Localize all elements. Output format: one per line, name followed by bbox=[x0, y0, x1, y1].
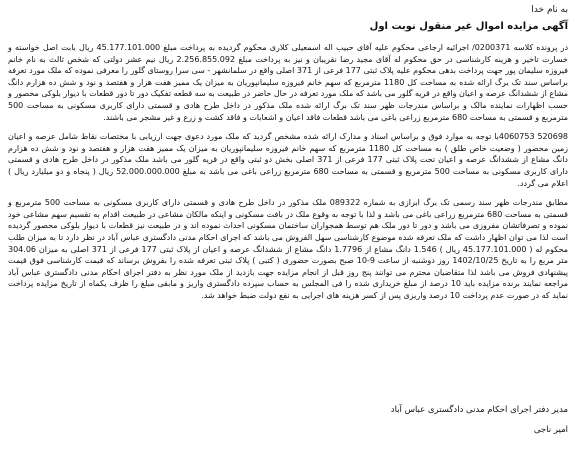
paragraph-auction-terms: مطابق مندرجات ظهر سند رسمی تک برگ ابرازی به شماره 089322 ملک مذکور در داخل طرح هادی و قسمتی دارای کاربری مسکونی به مساحت 500 مترمربع و قسمتی به مساحت 680 مترمربع زراعی باغی می باشد و لذا با توجه به وقوع ملک در بافت مسکونی و اینکه مالکان مشاعی در طبیعت اقدام به تقسیم سهم مشاعی خود نموده و تصرفاتشان مفروزی می باشد و دور تا دور ملک هم توسط همجواران ساختمان مسکونی احداث نموده اند و در طبیعت نیز قطعات با دیوار بلوکی محصور گردیده است لذا می توان اظهار داشت که ملک تعرفه شده موضوع کارشناسی سهل الفروش می باشد که اجرای احکام مدنی دادگستری عباس آباد در نظر دارد تا به میزان طلب محکوم له ( 45.177.101.000 ریال ) 1.546 دانگ مشاع از 1.7796 دانگ مشاع از ششدانگ عرصه و اعیان از پلاک ثبتی 177 فرعی از 371 اصلی به میزان 304.06 متر مربع را به تاریخ 1402/10/25 روز دوشنبه از ساعت 9-10 صبح بصورت حضوری ( کتبی ) پلاک ثبتی تعرفه شده را بفروش برساند که قیمت کارشناسی فوق قیمت پیشنهادی فروش می باشد لذا متقاضیان محترم می توانند پنج روز قبل از انجام مزایده جهت بازدید از ملک مورد نظر به دفتر اجرای احکام مدنی دادگستری عباس آباد مراجعه نمایند برنده مزایده باید 10 درصد از مبلغ خریداری شده را فی المجلس به حساب سپرده دادگستری واریز و مابقی مبلغ را ظرف یکماه از تاریخ مزایده پرداخت نماید که در صورت عدم پرداخت 10 درصد واریزی پس از کسر هزینه های اجرایی به نفع دولت ضبط خواهد شد. bbox=[8, 198, 569, 300]
basmala-heading: به نام خدا bbox=[531, 5, 568, 15]
signature-office: مدیر دفتر اجرای احکام مدنی دادگستری عباس آباد bbox=[390, 405, 568, 415]
notice-title: آگهی مزایده اموال غیر منقول نوبت اول bbox=[369, 21, 568, 32]
signature-name: امیر ناجی bbox=[533, 425, 568, 435]
paragraph-valuation: 520698 4060753با توجه به موارد فوق و براساس اسناد و مدارک ارائه شده مشخص گردید که ملک مورد دعوی جهت ارزیابی با مختصات نقاط شامل عرصه و اعیان زمین محصور ( وضعیت خاص طلق ) به مساحت کل 1180 مترمربع که سهم خانم فیروزه سلیمانپوریان به میزان یک ممیز هفت هزار و هفتصد و نود و شش ده هزارم دانگ مشاع از ششدانگ عرصه و اعیان تحت پلاک ثبتی 177 فرعی از 371 اصلی بخش دو ثبتی واقع در قریه گلور می باشد ملک مذکور در داخل طرح هادی و قسمتی دارای کاربری مسکونی به مساحت 500 مترمربع و قسمتی به مساحت 680 مترمربع زراعی باغی می باشد به مبلغ 52.000.000.000 ریال ( پنجاه و دو میلیارد ریال ) اعلام می گردد. bbox=[8, 132, 569, 188]
paragraph-case-details: در پرونده کلاسه 0200371/ اجرائیه ارجاعی محکوم علیه آقای حبیب اله اسمعیلی کلاری محکوم گردیده به پرداخت مبلغ 45.177.101.000 ریال بابت اصل خواسته و خسارت تاخیر و هزینه کارشناسی در حق محکوم له آقای مجید رضا نقریبان و نیز به پرداخت مبلغ 2.256.855.092 ریال نیم عشر دولتی که شخص ثالث به نام خانم فیروزه سلیمان پور جهت پرداخت بدهی محکوم علیه پلاک ثبتی 177 فرعی از 371 اصلی واقع در سلمانشهر - سی سرا روستای گلور را معرفی نموده که ملک مورد تعرفه براساس سند تک برگ ارائه شده به مساحت کل 1180 مترمربع که سهم خانم فیروزه سلیمانپوریان به میزان یک ممیز هفت هزار و هفتصد و نود و شش ده هزارم دانگ مشاع از ششدانگ عرصه و اعیان واقع در قریه گلور می باشد که ملک مورد تعرفه در حال حاضر در طبیعت به سه قطعه تفکیک دور تا دور قطعات با دیوار بلوکی محصور و حسب اظهارات نماینده مالک و براساس مندرجات ظهر سند تک برگ ارائه شده ملک مذکور در داخل طرح هادی و قسمتی دارای کاربری مسکونی به مساحت 500 مترمربع و قسمتی به مساحت 680 مترمربع زراعی باغی می باشد قطعات فاقد اعیان و اشعابات و فاقد کشت و زرع و غیر مشجر می باشند. bbox=[8, 43, 569, 122]
